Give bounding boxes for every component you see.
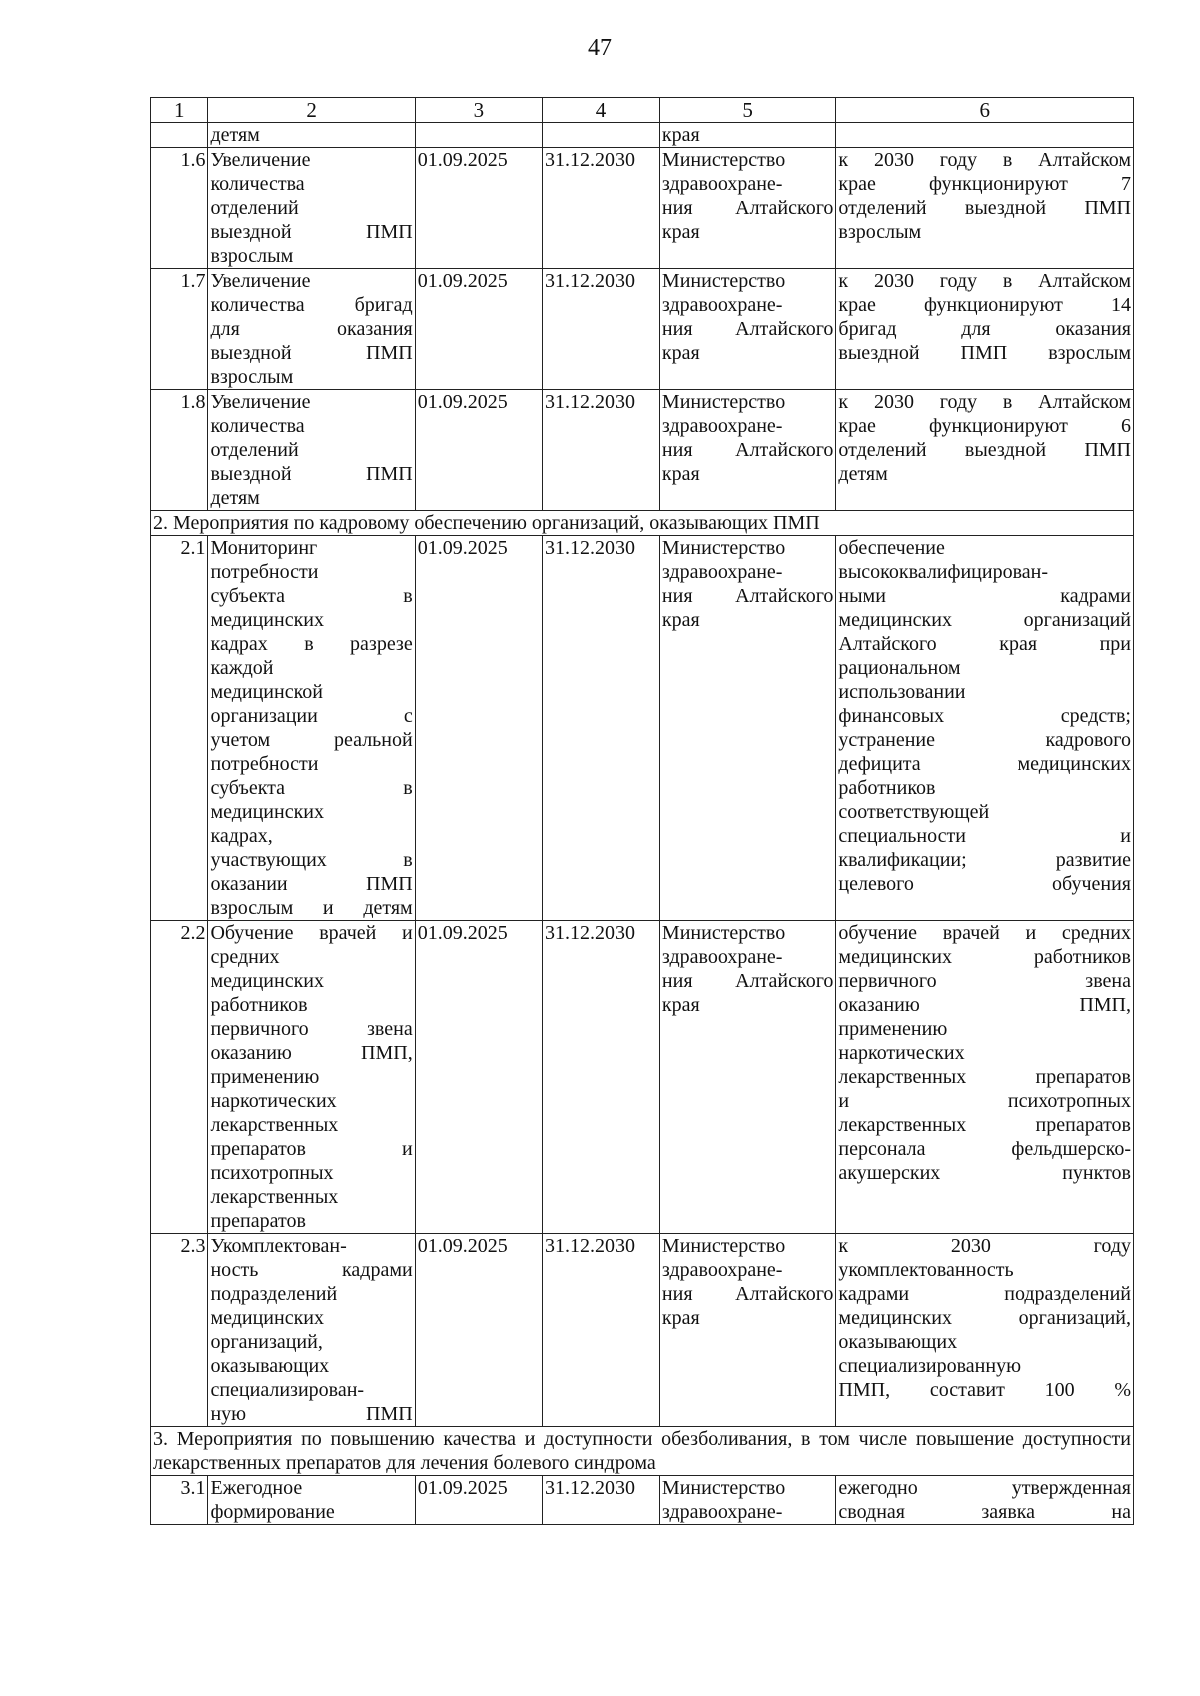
expected-result: [836, 1476, 1134, 1525]
expected-result-line: медицинских работников: [838, 946, 1131, 968]
responsible-executor-line: ния Алтайского: [661, 970, 834, 992]
expected-result-line: рациональном: [838, 657, 961, 679]
expected-result-line: укомплектованность: [838, 1259, 1014, 1281]
activity-description-line: выездной ПМП: [210, 221, 413, 243]
activity-description-line: субъекта в: [210, 585, 413, 607]
activity-description-line: Увеличение: [210, 149, 311, 171]
responsible-executor-line: ния Алтайского: [661, 197, 834, 219]
activity-description-line: препаратов: [210, 1210, 306, 1232]
expected-result-line: соответствующей: [838, 801, 990, 823]
end-date: 31.12.2030: [542, 1234, 659, 1427]
expected-result-line: бригад для оказания: [838, 318, 1131, 340]
activity-description-line: взрослым и детям: [210, 897, 413, 919]
column-header: 3: [415, 98, 542, 123]
start-date: [415, 123, 542, 148]
activity-description-line: ность кадрами: [210, 1259, 413, 1281]
table-row: [151, 390, 1134, 511]
column-header: 2: [208, 98, 415, 123]
responsible-executor-line: ния Алтайского: [661, 439, 834, 461]
activity-description-line: первичного звена: [210, 1018, 413, 1040]
activity-description-line: оказанию ПМП,: [210, 1042, 413, 1064]
responsible-executor-line: здравоохране-: [661, 173, 783, 195]
expected-result: [836, 536, 1134, 921]
activity-description-line: для оказания: [210, 318, 413, 340]
end-date: 31.12.2030: [542, 1476, 659, 1525]
responsible-executor: [659, 390, 835, 511]
expected-result-line: целевого обучения: [838, 873, 1131, 895]
responsible-executor-line: Министерство: [661, 1477, 786, 1499]
expected-result-line: специализированную: [838, 1355, 1022, 1377]
activity-description: [208, 921, 415, 1234]
expected-result-line: высококвалифицирован-: [838, 561, 1048, 583]
activity-description-line: Увеличение: [210, 391, 311, 413]
responsible-executor-line: здравоохране-: [661, 1501, 783, 1523]
expected-result: [836, 123, 1134, 148]
responsible-executor: [659, 148, 835, 269]
start-date: 01.09.2025: [415, 1476, 542, 1525]
activity-description-line: медицинских: [210, 801, 325, 823]
start-date: 01.09.2025: [415, 536, 542, 921]
activity-description-line: взрослым: [210, 245, 294, 267]
activity-description-line: потребности: [210, 753, 319, 775]
activity-description-line: специализирован-: [210, 1379, 365, 1401]
responsible-executor-line: края: [661, 1307, 700, 1329]
activity-description-line: формирование: [210, 1501, 335, 1523]
activity-description-line: субъекта в: [210, 777, 413, 799]
table-row: [151, 1476, 1134, 1525]
activity-description-line: Укомплектован-: [210, 1235, 347, 1257]
activity-description-line: взрослым: [210, 366, 294, 388]
activity-description-line: средних: [210, 946, 280, 968]
section-heading-row: [151, 1427, 1134, 1476]
activity-description-line: детям: [210, 487, 260, 509]
expected-result-line: оказанию ПМП,: [838, 994, 1131, 1016]
activity-description-line: оказывающих: [210, 1355, 330, 1377]
table-body: [151, 123, 1134, 1525]
responsible-executor-line: Министерство: [661, 537, 786, 559]
expected-result-line: медицинских организаций,: [838, 1307, 1131, 1329]
table-row: [151, 269, 1134, 390]
activity-description-line: медицинской: [210, 681, 323, 703]
item-number: 2.2: [151, 921, 208, 1234]
responsible-executor-line: Министерство: [661, 270, 786, 292]
activity-description-line: потребности: [210, 561, 319, 583]
activity-description-line: медицинских: [210, 1307, 325, 1329]
expected-result-line: обеспечение: [838, 537, 945, 559]
activity-description-line: детям: [210, 124, 260, 146]
activity-description-line: наркотических: [210, 1090, 337, 1112]
expected-result-line: крае функционируют 7: [838, 173, 1131, 195]
responsible-executor-line: Министерство: [661, 922, 786, 944]
responsible-executor-line: края: [661, 124, 700, 146]
start-date: 01.09.2025: [415, 921, 542, 1234]
expected-result-line: лекарственных препаратов: [838, 1114, 1131, 1136]
column-header: 1: [151, 98, 208, 123]
end-date: [542, 123, 659, 148]
responsible-executor-line: ния Алтайского: [661, 1283, 834, 1305]
activity-description-line: выездной ПМП: [210, 463, 413, 485]
expected-result: [836, 269, 1134, 390]
end-date: 31.12.2030: [542, 536, 659, 921]
expected-result: [836, 148, 1134, 269]
responsible-executor-line: края: [661, 994, 700, 1016]
expected-result: [836, 390, 1134, 511]
expected-result-line: к 2030 году в Алтайском: [838, 391, 1131, 413]
expected-result: [836, 1234, 1134, 1427]
responsible-executor-line: здравоохране-: [661, 294, 783, 316]
item-number: 2.3: [151, 1234, 208, 1427]
page-number: 47: [588, 35, 612, 61]
item-number: 1.6: [151, 148, 208, 269]
responsible-executor-line: Министерство: [661, 149, 786, 171]
activity-description-line: ную ПМП: [210, 1403, 413, 1425]
start-date: 01.09.2025: [415, 269, 542, 390]
responsible-executor: [659, 1476, 835, 1525]
table-row: [151, 1234, 1134, 1427]
table-row: [151, 921, 1134, 1234]
item-number: 3.1: [151, 1476, 208, 1525]
end-date: 31.12.2030: [542, 390, 659, 511]
activity-description: [208, 1476, 415, 1525]
activity-description: [208, 123, 415, 148]
responsible-executor-line: края: [661, 221, 700, 243]
activity-description-line: кадрах в разрезе: [210, 633, 413, 655]
expected-result-line: Алтайского края при: [838, 633, 1131, 655]
responsible-executor-line: здравоохране-: [661, 415, 783, 437]
responsible-executor-line: края: [661, 342, 700, 364]
activity-description-line: лекарственных: [210, 1114, 339, 1136]
end-date: 31.12.2030: [542, 921, 659, 1234]
responsible-executor-line: края: [661, 609, 700, 631]
activity-description-line: лекарственных: [210, 1186, 339, 1208]
item-number: 2.1: [151, 536, 208, 921]
activity-description: [208, 269, 415, 390]
activity-description-line: выездной ПМП: [210, 342, 413, 364]
end-date: 31.12.2030: [542, 148, 659, 269]
responsible-executor-line: здравоохране-: [661, 1259, 783, 1281]
responsible-executor-line: края: [661, 463, 700, 485]
expected-result-line: устранение кадрового: [838, 729, 1131, 751]
table-row: [151, 148, 1134, 269]
section-heading: 2. Мероприятия по кадровому обеспечению организаций, оказывающих ПМП: [151, 511, 1134, 536]
expected-result-line: квалификации; развитие: [838, 849, 1131, 871]
activity-description-line: организаций,: [210, 1331, 323, 1353]
expected-result-line: и психотропных: [838, 1090, 1131, 1112]
expected-result-line: к 2030 году в Алтайском: [838, 270, 1131, 292]
activity-description-line: препаратов и: [210, 1138, 413, 1160]
column-number-header-row: [151, 98, 1134, 123]
column-header: 5: [659, 98, 835, 123]
responsible-executor-line: здравоохране-: [661, 946, 783, 968]
expected-result-line: использовании: [838, 681, 966, 703]
expected-result-line: крае функционируют 14: [838, 294, 1131, 316]
activity-description-line: работников: [210, 994, 308, 1016]
expected-result-line: применению: [838, 1018, 948, 1040]
expected-result-line: ежегодно утвержденная: [838, 1477, 1131, 1499]
item-number: [151, 123, 208, 148]
activity-description-line: Ежегодное: [210, 1477, 303, 1499]
expected-result-line: к 2030 году в Алтайском: [838, 149, 1131, 171]
expected-result-line: медицинских организаций: [838, 609, 1131, 631]
activity-description-line: Обучение врачей и: [210, 922, 413, 944]
expected-result-line: оказывающих: [838, 1331, 958, 1353]
start-date: 01.09.2025: [415, 390, 542, 511]
activity-description-line: психотропных: [210, 1162, 334, 1184]
activity-description-line: оказании ПМП: [210, 873, 413, 895]
expected-result-line: детям: [838, 463, 888, 485]
activity-description-line: подразделений: [210, 1283, 338, 1305]
expected-result-line: финансовых средств;: [838, 705, 1131, 727]
activity-description-line: каждой: [210, 657, 274, 679]
expected-result-line: дефицита медицинских: [838, 753, 1131, 775]
responsible-executor-line: ния Алтайского: [661, 585, 834, 607]
responsible-executor-line: Министерство: [661, 391, 786, 413]
activity-description: [208, 148, 415, 269]
end-date: 31.12.2030: [542, 269, 659, 390]
activity-description: [208, 536, 415, 921]
activities-table: [150, 97, 1134, 1525]
activity-description-line: отделений: [210, 197, 299, 219]
responsible-executor: [659, 1234, 835, 1427]
expected-result-line: отделений выездной ПМП: [838, 439, 1131, 461]
section-heading: 3. Мероприятия по повышению качества и доступности обезболивания, в том числе повышение доступности лекарственных препаратов для лечения болевого синдрома: [151, 1427, 1134, 1476]
expected-result-line: ными кадрами: [838, 585, 1131, 607]
activity-description-line: количества: [210, 415, 305, 437]
activity-description-line: Мониторинг: [210, 537, 318, 559]
table-row: [151, 536, 1134, 921]
responsible-executor: [659, 921, 835, 1234]
expected-result-line: к 2030 году: [838, 1235, 1131, 1257]
activity-description: [208, 390, 415, 511]
activity-description-line: медицинских: [210, 609, 325, 631]
start-date: 01.09.2025: [415, 148, 542, 269]
expected-result-line: обучение врачей и средних: [838, 922, 1131, 944]
expected-result-line: крае функционируют 6: [838, 415, 1131, 437]
activity-description-line: количества: [210, 173, 305, 195]
responsible-executor: [659, 536, 835, 921]
responsible-executor-line: здравоохране-: [661, 561, 783, 583]
item-number: 1.8: [151, 390, 208, 511]
activity-description-line: отделений: [210, 439, 299, 461]
expected-result-line: наркотических: [838, 1042, 965, 1064]
expected-result-line: взрослым: [838, 221, 922, 243]
expected-result-line: первичного звена: [838, 970, 1131, 992]
expected-result-line: лекарственных препаратов: [838, 1066, 1131, 1088]
activity-description-line: кадрах,: [210, 825, 273, 847]
responsible-executor: [659, 269, 835, 390]
activity-description-line: учетом реальной: [210, 729, 413, 751]
item-number: 1.7: [151, 269, 208, 390]
expected-result-line: выездной ПМП взрослым: [838, 342, 1131, 364]
expected-result-line: ПМП, составит 100 %: [838, 1379, 1131, 1401]
expected-result: [836, 921, 1134, 1234]
expected-result-line: кадрами подразделений: [838, 1283, 1131, 1305]
expected-result-line: персонала фельдшерско-: [838, 1138, 1131, 1160]
responsible-executor: [659, 123, 835, 148]
activity-description-line: организации с: [210, 705, 413, 727]
expected-result-line: сводная заявка на: [838, 1501, 1131, 1523]
activity-description-line: применению: [210, 1066, 320, 1088]
activity-description-line: Увеличение: [210, 270, 311, 292]
activity-description-line: участвующих в: [210, 849, 413, 871]
expected-result-line: отделений выездной ПМП: [838, 197, 1131, 219]
column-header: 4: [542, 98, 659, 123]
activity-description-line: медицинских: [210, 970, 325, 992]
expected-result-line: акушерских пунктов: [838, 1162, 1131, 1184]
start-date: 01.09.2025: [415, 1234, 542, 1427]
activity-description-line: количества бригад: [210, 294, 413, 316]
responsible-executor-line: Министерство: [661, 1235, 786, 1257]
expected-result-line: работников: [838, 777, 936, 799]
activity-description: [208, 1234, 415, 1427]
column-header: 6: [836, 98, 1134, 123]
section-heading-row: [151, 511, 1134, 536]
expected-result-line: специальности и: [838, 825, 1131, 847]
responsible-executor-line: ния Алтайского: [661, 318, 834, 340]
table-row: [151, 123, 1134, 148]
